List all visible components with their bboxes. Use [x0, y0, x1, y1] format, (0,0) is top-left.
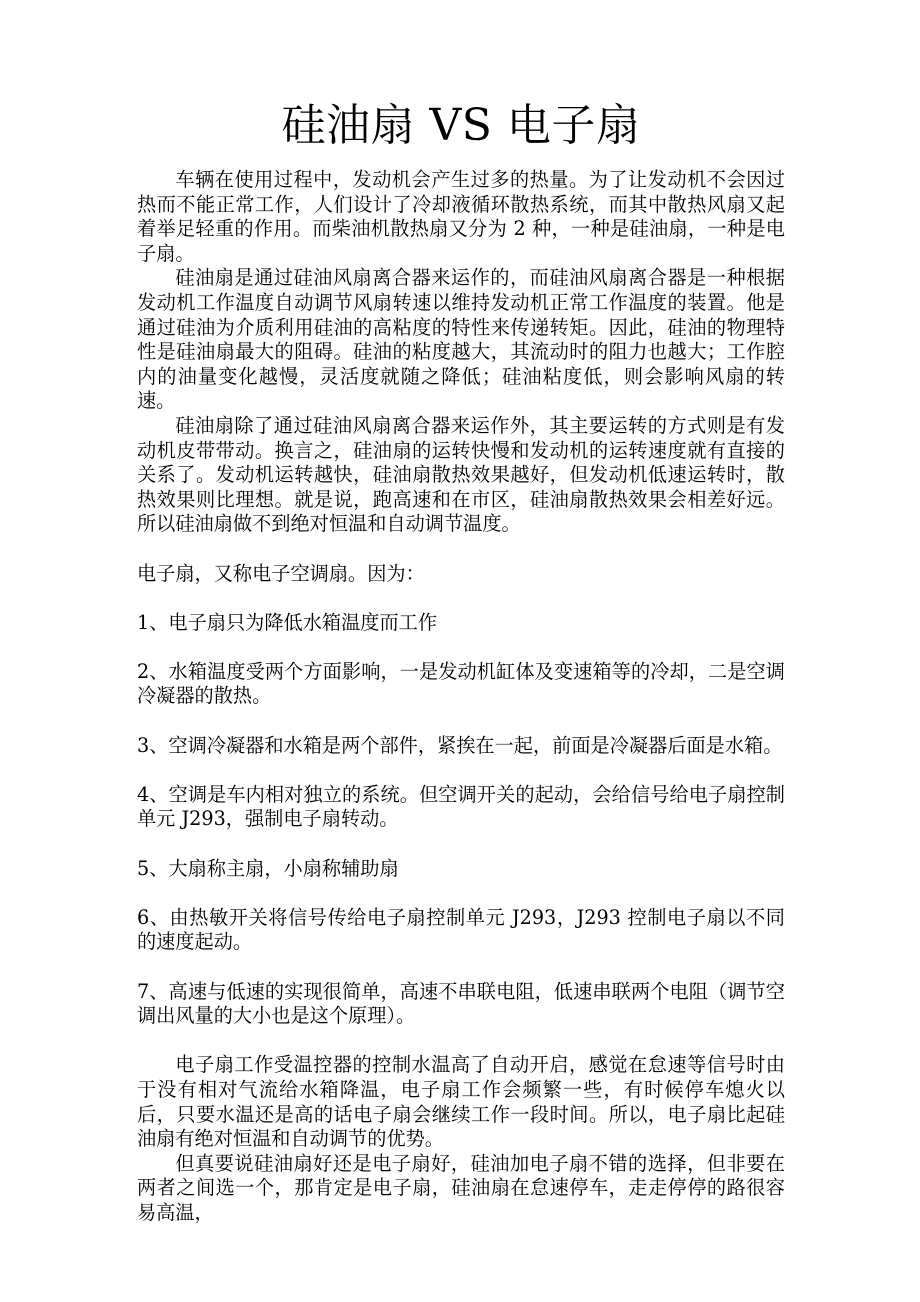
list-spacer-6: [137, 881, 785, 906]
paragraph-spacer: [137, 537, 785, 562]
list-item: 2、水箱温度受两个方面影响，一是发动机缸体及变速箱等的冷却，二是空调冷凝器的散热。: [137, 659, 785, 708]
list-item: 5、大扇称主扇，小扇称辅助扇: [137, 856, 399, 880]
list-spacer-4: [137, 758, 785, 783]
list-item: 1、电子扇只为降低水箱温度而工作: [137, 610, 438, 634]
paragraph-electronic-fan-advantage: 电子扇工作受温控器的控制水温高了自动开启，感觉在怠速等信号时由于没有相对气流给水箱降温，电子扇工作会频繁一些，有时候停车熄火以后，只要水温还是高的话电子扇会继续工作一段时间。所以，电子扇比起硅油扇有绝对恒温和自动调节的优势。: [137, 1053, 785, 1151]
list-spacer-1: [137, 586, 785, 611]
list-intro-text: 电子扇，又称电子空调扇。因为：: [137, 561, 425, 585]
list-spacer-5: [137, 832, 785, 857]
paragraph-intro: 车辆在使用过程中，发动机会产生过多的热量。为了让发动机不会因过热而不能正常工作，人们设计了冷却液循环散热系统，而其中散热风扇又起着举足轻重的作用。而柴油机散热扇又分为 2 种，一种是硅油扇，一种是电子扇。: [137, 168, 785, 265]
list-spacer-3: [137, 709, 785, 734]
list-spacer-2: [137, 635, 785, 660]
page-title: 硅油扇 VS 电子扇: [281, 100, 641, 151]
list-item: 7、高速与低速的实现很简单，高速不串联电阻，低速串联两个电阻（调节空调出风量的大小也是这个原理）。: [137, 979, 785, 1028]
paragraph-silicone-fan-drive: 硅油扇除了通过硅油风扇离合器来运作外，其主要运转的方式则是有发动机皮带带动。换言之，硅油扇的运转快慢和发动机的运转速度就有直接的关系了。发动机运转越快，硅油扇散热效果越好，但发动机低速运转时，散热效果则比理想。就是说，跑高速和在市区，硅油扇散热效果会相差好远。所以硅油扇做不到绝对恒温和自动调节温度。: [137, 413, 785, 536]
list-item: 3、空调冷凝器和水箱是两个部件，紧挨在一起，前面是冷凝器后面是水箱。: [137, 733, 783, 757]
list-item: 4、空调是车内相对独立的系统。但空调开关的起动，会给信号给电子扇控制单元 J293，强制电子扇转动。: [137, 782, 785, 831]
list-spacer-8: [137, 1029, 785, 1054]
paragraph-silicone-fan-principle: 硅油扇是通过硅油风扇离合器来运作的，而硅油风扇离合器是一种根据发动机工作温度自动调节风扇转速以维持发动机正常工作温度的装置。他是通过硅油为介质利用硅油的高粘度的特性来传递转矩。因此，硅油的物理特性是硅油扇最大的阻碍。硅油的粘度越大，其流动时的阻力也越大；工作腔内的油量变化越慢，灵活度就随之降低；硅油粘度低，则会影响风扇的转速。: [137, 266, 785, 413]
document-body: [137, 96, 785, 1226]
paragraph-conclusion: 但真要说硅油扇好还是电子扇好，硅油加电子扇不错的选择，但非要在两者之间选一个，那肯定是电子扇，硅油扇在怠速停车，走走停停的路很容易高温，: [137, 1151, 785, 1224]
list-item: 6、由热敏开关将信号传给电子扇控制单元 J293，J293 控制电子扇以不同的速度起动。: [137, 905, 785, 954]
list-spacer-7: [137, 955, 785, 980]
